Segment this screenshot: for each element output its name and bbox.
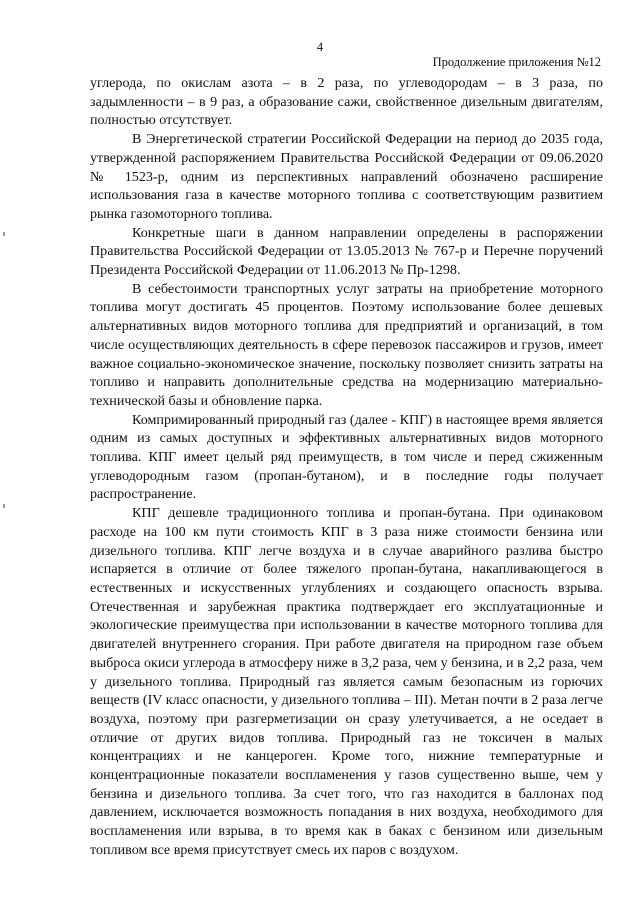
paragraph: В себестоимости транспортных услуг затраты на приобретение моторного топлива могут достигать 45 процентов. Поэтому использование более дешевых альтернативных видов моторного топлива для предприятий и организаций, в том числе осуществляющих деятельность в сфере перевозок пассажиров и грузов, имеет важное социально-экономическое значение, поскольку позволяет снизить затраты на топливо и направить дополнительные средства на модернизацию материально-технической базы и обновление парка. bbox=[90, 280, 603, 409]
body-text bbox=[90, 74, 603, 860]
margin-mark bbox=[3, 232, 5, 236]
page-number: 4 bbox=[316, 40, 324, 54]
margin-mark bbox=[3, 504, 5, 508]
continuation-header: Продолжение приложения №12 bbox=[432, 55, 601, 69]
paragraph: В Энергетической стратегии Российской Федерации на период до 2035 года, утвержденной распоряжением Правительства Российской Федерации от 09.06.2020 № 1523-р, одним из перспективных направлений обозначено расширение использования газа в качестве моторного топлива с соответствующим развитием рынка газомоторного топлива. bbox=[90, 131, 603, 222]
paragraph: углерода, по окислам азота – в 2 раза, по углеводородам – в 3 раза, по задымленности – в 9 раз, а образование сажи, свойственное дизельным двигателям, полностью отсутствует. bbox=[90, 75, 603, 129]
paragraph: Компримированный природный газ (далее - КПГ) в настоящее время является одним из самых доступных и эффективных альтернативных видов моторного топлива. КПГ имеет целый ряд преимуществ, в том числе и перед сжиженным углеводородным газом (пропан-бутаном), и в последние годы получает распространение. bbox=[90, 411, 603, 503]
paragraph: КПГ дешевле традиционного топлива и пропан-бутана. При одинаковом расходе на 100 км пути стоимость КПГ в 3 раза ниже стоимости бензина или дизельного топлива. КПГ легче воздуха и в случае аварийного разлива быстро испаряется в отличие от более тяжелого пропан-бутана, накапливающегося в естественных и искусственных углублениях и создающего опасность взрыва. Отечественная и зарубежная практика подтверждает его эксплуатационные и экологические преимущества при использовании в качестве моторного топлива для двигателей внутреннего сгорания. При работе двигателя на природном газе объем выброса окиси углерода в атмосферу ниже в 3,2 раза, чем у бензина, и в 2,2 раза, чем у дизельного топлива. Природный газ является самым безопасным из горючих веществ (IV класс опасности, у дизельного топлива – III). Метан почти в 2 раза легче воздуха, поэтому при разгерметизации он сразу улетучивается, а не оседает в отличие от других видов топлива. Природный газ не токсичен в малых концентрациях и не канцероген. Кроме того, нижние температурные и концентрационные показатели воспламенения у газов существенно выше, чем у бензина и дизельного топлива. За счет того, что газ находится в баллонах под давлением, исключается возможность попадания в них воздуха, необходимого для воспламенения или взрыва, в то время как в баках с бензином или дизельным топливом все время присутствует смесь их паров с воздухом. bbox=[90, 505, 603, 858]
paragraph: Конкретные шаги в данном направлении определены в распоряжении Правительства Российской Федерации от 13.05.2013 № 767-р и Перечне поручений Президента Российской Федерации от 11.06.2013 № Пр-1298. bbox=[90, 224, 603, 279]
